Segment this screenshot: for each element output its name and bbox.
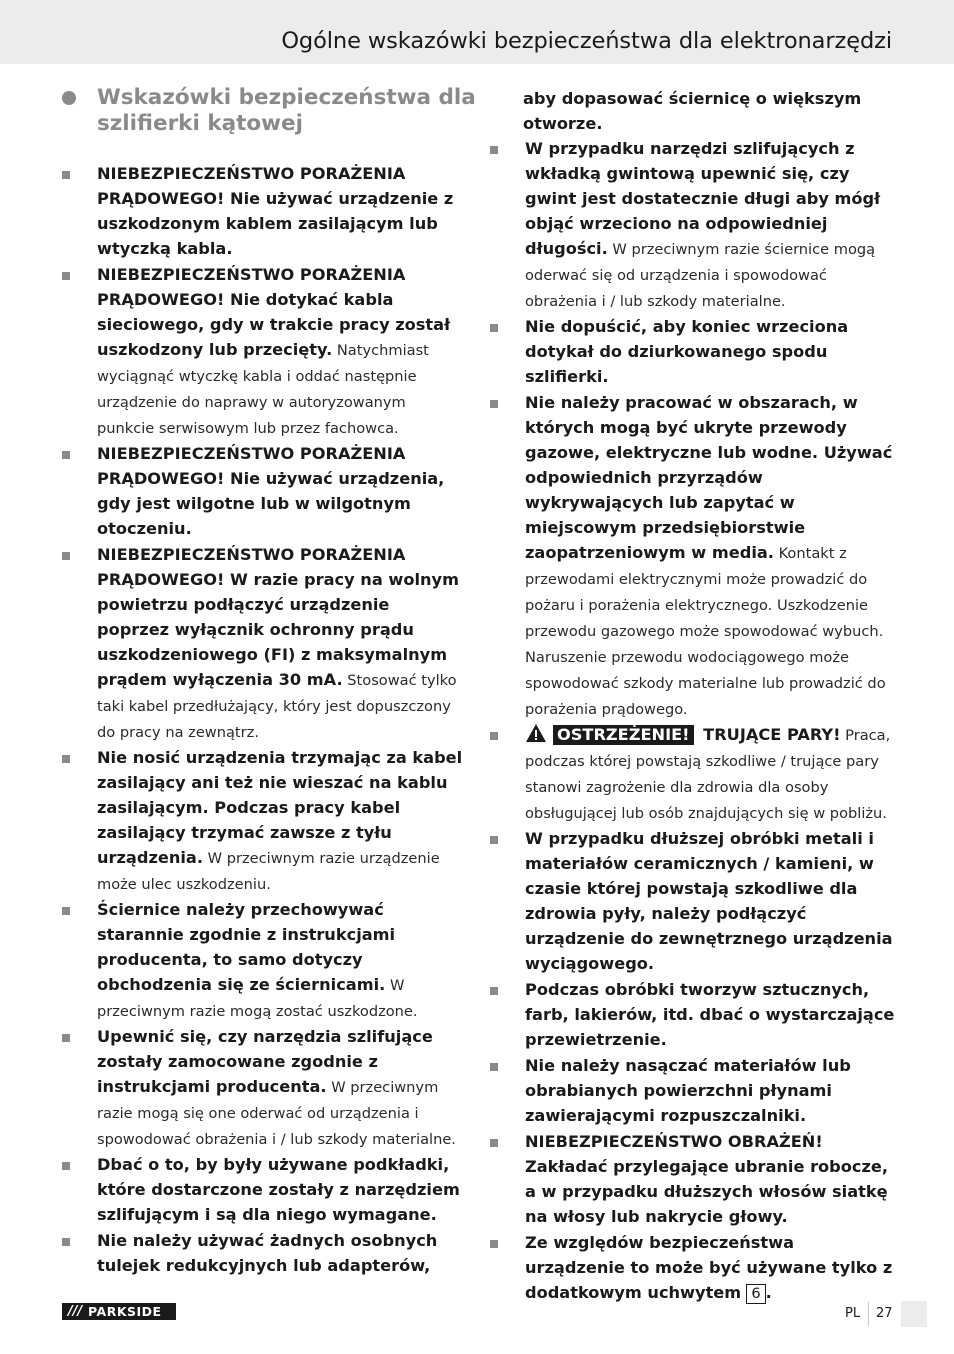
square-bullet-icon [62,755,70,763]
square-bullet-icon [490,1240,498,1248]
square-bullet-icon [62,907,70,915]
list-item: Nie dopuścić, aby koniec wrzeciona dotykał do dziurkowanego spodu szlifierki. [490,314,895,390]
warning-triangle-icon [525,723,547,743]
list-item: Ze względów bezpieczeństwa urządzenie to może być używane tylko z dodatkowym uchwytem 6 . [490,1230,895,1305]
list-item: NIEBEZPIECZEŃSTWO PORAŻENIA PRĄDOWEGO! Nie używać urządzenia, gdy jest wilgotne lub w wilgotnym otoczeniu. [62,441,467,542]
square-bullet-icon [62,272,70,280]
left-item-list [62,161,467,1279]
footer-language: PL [845,1306,861,1321]
right-item-list [490,86,895,1305]
list-item-continuation: aby dopasować ściernicę o większym otworze. [523,89,862,133]
list-item: W przypadku narzędzi szlifujących z wkładką gwintową upewnić się, czy gwint jest dostatecznie długi aby mógł objąć wrzeciono na odpowiedniej długości. W przeciwnym razie ściernice mogą oderwać się od urządzenia i spowodować obrażenia i / lub szkody materialne. [490,136,895,314]
list-item: Nie należy pracować w obszarach, w których mogą być ukryte przewody gazowe, elektryczne lub wodne. Używać odpowiednich przyrządów wykrywających lub zapytać w miejscowym przedsiębiorstwie zaopatrzeniowym w media. Kontakt z przewodami elektrycznymi może prowadzić do pożaru i porażenia elektrycznego. Uszkodzenie przewodu gazowego może spowodować wybuch. Naruszenie przewodu wodociągowego może spowodować szkody materialne lub prowadzić do porażenia prądowego. [490,390,895,722]
square-bullet-icon [62,451,70,459]
list-item: Ściernice należy przechowywać starannie zgodnie z instrukcjami producenta, to samo dotyczy obchodzenia się ze ściernicami. W przeciwnym razie mogą zostać uszkodzone. [62,897,467,1024]
square-bullet-icon [62,1162,70,1170]
list-item: Upewnić się, czy narzędzia szlifujące zostały zamocowane zgodnie z instrukcjami producenta. W przeciwnym razie mogą się one oderwać od urządzenia i spowodować obrażenia i / lub szkody materialne. [62,1024,467,1152]
square-bullet-icon [490,987,498,995]
list-item: NIEBEZPIECZEŃSTWO PORAŻENIA PRĄDOWEGO! Nie używać urządzenie z uszkodzonym kablem zasilającym lub wtyczką kabla. [62,161,467,262]
list-item: Podczas obróbki tworzyw sztucznych, farb, lakierów, itd. dbać o wystarczające przewietrzenie. [490,977,895,1053]
square-bullet-icon [62,1238,70,1246]
section-title: Wskazówki bezpieczeństwa dla szlifierki kątowej [97,85,476,136]
list-item: W przypadku dłuższej obróbki metali i materiałów ceramicznych / kamieni, w czasie której powstają szkodliwe dla zdrowia pyły, należy podłączyć urządzenie do zewnętrznego urządzenia wyciągowego. [490,826,895,977]
list-item: Dbać o to, by były używane podkładki, które dostarczone zostały z narzędziem szlifującym i są dla niego wymagane. [62,1152,467,1228]
square-bullet-icon [490,836,498,844]
list-item: Nie należy używać żadnych osobnych tulejek redukcyjnych lub adapterów, [62,1228,467,1279]
square-bullet-icon [490,146,498,154]
list-item: NIEBEZPIECZEŃSTWO OBRAŻEŃ! Zakładać przylegające ubranie robocze, a w przypadku dłuższych włosów siatkę na włosy lub nakrycie głowy. [490,1129,895,1230]
list-item: Nie nosić urządzenia trzymając za kabel zasilający ani też nie wieszać na kablu zasilającym. Podczas pracy kabel zasilający trzymać zawsze z tyłu urządzenia. W przeciwnym razie urządzenie może ulec uszkodzeniu. [62,745,467,897]
square-bullet-icon [490,400,498,408]
square-bullet-icon [490,732,498,740]
page-number: 27 [876,1306,893,1321]
list-item-warning: OSTRZEŻENIE! TRUJĄCE PARY! Praca, podczas której powstają szkodliwe / trujące pary stanowi zagrożenie dla zdrowia dla osoby obsługującej lub osób znajdujących się w pobliżu. [490,722,895,826]
list-item: Nie należy nasączać materiałów lub obrabianych powierzchni płynami zawierającymi rozpuszczalniki. [490,1053,895,1129]
square-bullet-icon [62,171,70,179]
logo-text: PARKSIDE [88,1304,162,1319]
square-bullet-icon [62,552,70,560]
logo-slashes-icon: /// [68,1304,83,1319]
part-reference-box: 6 [746,1284,765,1304]
warning-label: OSTRZEŻENIE! [553,725,694,745]
square-bullet-icon [490,324,498,332]
parkside-logo [62,1303,176,1320]
square-bullet-icon [490,1139,498,1147]
header-band [0,0,954,64]
square-bullet-icon [490,1063,498,1071]
footer-divider [868,1302,869,1326]
page-header-title: Ogólne wskazówki bezpieczeństwa dla elektronarzędzi [281,28,892,54]
list-item: NIEBEZPIECZEŃSTWO PORAŻENIA PRĄDOWEGO! Nie dotykać kabla sieciowego, gdy w trakcie pracy został uszkodzony lub przecięty. Natychmiast wyciągnąć wtyczkę kabla i oddać następnie urządzenie do naprawy w autoryzowanym punkcie serwisowym lub przez fachowca. [62,262,467,441]
square-bullet-icon [62,1034,70,1042]
footer-tab-box [901,1301,927,1327]
section-bullet-icon [62,91,76,105]
list-item: NIEBEZPIECZEŃSTWO PORAŻENIA PRĄDOWEGO! W razie pracy na wolnym powietrzu podłączyć urządzenie poprzez wyłącznik ochronny prądu uszkodzeniowego (FI) z maksymalnym prądem wyłączenia 30 mA. Stosować tylko taki kabel przedłużający, który jest dopuszczony do pracy na zewnątrz. [62,542,467,745]
